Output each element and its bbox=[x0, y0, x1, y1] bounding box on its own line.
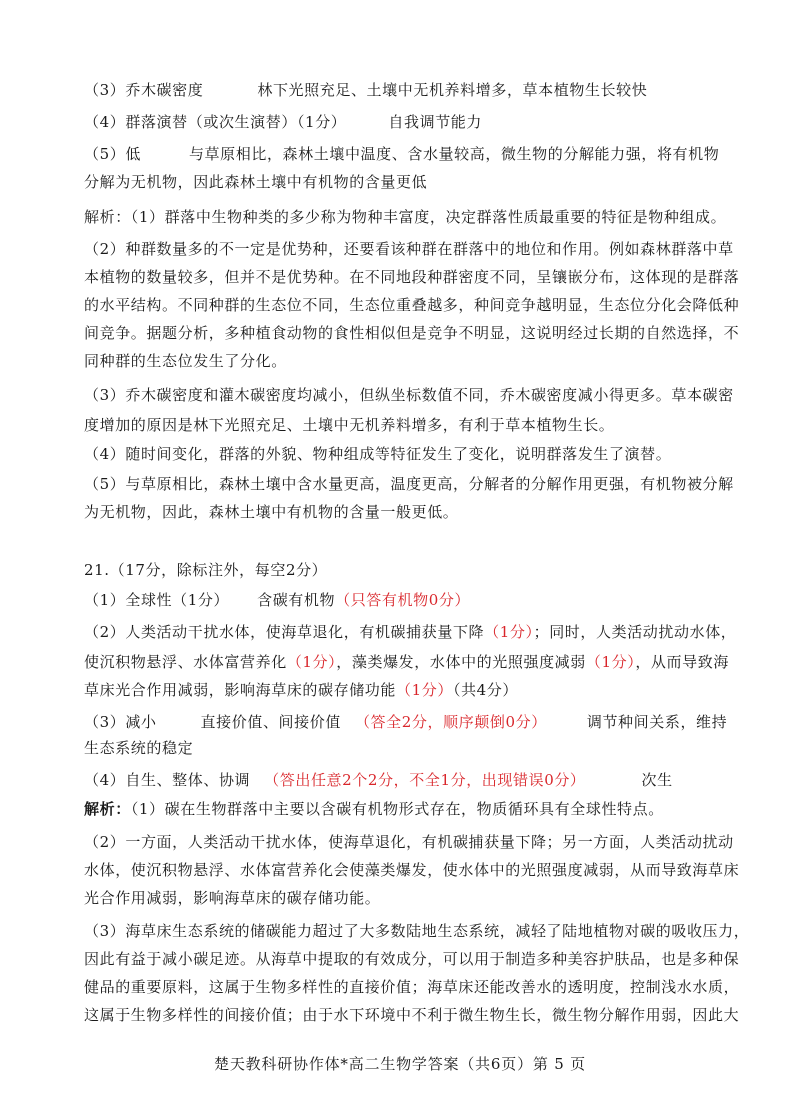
scoring-note: （1分） bbox=[396, 681, 453, 699]
text-line bbox=[84, 444, 724, 464]
text-line bbox=[84, 560, 724, 580]
text-line bbox=[84, 770, 724, 790]
text-segment: ，藻类爆发，水体中的光照强度减弱 bbox=[336, 653, 586, 671]
text-line bbox=[84, 323, 740, 343]
text-segment: 草床光合作用减弱，影响海草床的碳存储功能 bbox=[84, 681, 397, 699]
text-segment: 为无机物，因此，森林土壤中有机物的含量一般更低。 bbox=[84, 503, 459, 521]
text-segment: 光合作用减弱，影响海草床的碳存储功能。 bbox=[84, 889, 381, 907]
text-line bbox=[84, 832, 734, 852]
text-segment: 调节种间关系，维持 bbox=[586, 713, 728, 731]
text-segment: （3）乔木碳密度和灌木碳密度均减小，但纵坐标数值不同，乔木碳密度减小得更多。草本碳密 bbox=[84, 386, 734, 404]
text-segment: （5）低 bbox=[84, 145, 141, 163]
text-segment: 自我调节能力 bbox=[388, 113, 482, 131]
text-segment: 健品的重要原料，这属于生物多样性的直接价值；海草床还能改善水的透明度，控制浅水水质， bbox=[84, 978, 740, 996]
scoring-note: （1分） bbox=[484, 623, 534, 641]
text-line bbox=[84, 144, 724, 164]
text-line bbox=[84, 888, 724, 908]
text-line bbox=[84, 295, 740, 315]
text-segment: （4）随时间变化，群落的外貌、物种组成等特征发生了变化，说明群落发生了演替。 bbox=[84, 445, 672, 463]
text-segment: （4）自生、整体、协调 bbox=[84, 771, 251, 789]
text-line bbox=[84, 172, 724, 192]
text-segment: 直接价值、间接价值 bbox=[200, 713, 341, 731]
text-segment: （2）人类活动干扰水体，使海草退化，有机碳捕获量下降 bbox=[84, 623, 485, 641]
text-segment: 次生 bbox=[641, 771, 673, 789]
text-line bbox=[84, 474, 734, 494]
text-line bbox=[84, 502, 724, 522]
scoring-note: （答出任意2个2分，不全1分，出现错误0分） bbox=[264, 771, 586, 789]
text-segment: 林下光照充足、土壤中无机养料增多，草本植物生长较快 bbox=[257, 81, 648, 99]
text-segment: 使沉积物悬浮、水体富营养化 bbox=[84, 653, 287, 671]
text-line bbox=[84, 267, 740, 287]
text-line bbox=[84, 680, 724, 700]
text-segment: 同种群的生态位发生了分化。 bbox=[84, 352, 287, 370]
text-segment: 与草原相比，森林土壤中温度、含水量较高，微生物的分解能力强，将有机物 bbox=[188, 145, 720, 163]
text-segment: （1）碳在生物群落中主要以含碳有机物形式存在，物质循环具有全球性特点。 bbox=[130, 800, 664, 818]
text-segment: （共4分） bbox=[452, 681, 519, 699]
text-segment: 解析： bbox=[84, 800, 131, 818]
text-line bbox=[84, 1005, 740, 1025]
text-line bbox=[84, 351, 724, 371]
text-segment: （1）全球性（1分） bbox=[84, 591, 230, 609]
text-segment: （2）种群数量多的不一定是优势种，还要看该种群在群落中的地位和作用。例如森林群落中草 bbox=[84, 240, 734, 258]
text-segment: 含碳有机物 bbox=[257, 591, 336, 609]
text-line bbox=[84, 112, 724, 132]
page-footer: 楚天教科研协作体*高二生物学答案（共6页）第 5 页 bbox=[214, 1055, 586, 1073]
text-segment: ，从而导致海 bbox=[635, 653, 729, 671]
text-line bbox=[84, 712, 728, 732]
text-line bbox=[84, 385, 734, 405]
text-segment: 本植物的数量较多，但并不是优势种。在不同地段种群密度不同，呈镶嵌分布，这体现的是群落 bbox=[84, 268, 740, 286]
text-segment: 这属于生物多样性的间接价值；由于水下环境中不利于微生物生长，微生物分解作用弱，因此大 bbox=[84, 1006, 740, 1024]
text-segment: ；同时，人类活动扰动水体， bbox=[533, 623, 737, 641]
text-segment: 解析：（1）群落中生物种类的多少称为物种丰富度，决定群落性质最重要的特征是物种组成。 bbox=[84, 208, 727, 226]
text-segment: 的水平结构。不同种群的生态位不同，生态位重叠越多，种间竞争越明显，生态位分化会降低种 bbox=[84, 296, 740, 314]
text-line bbox=[84, 415, 724, 435]
text-segment: 21.（17分，除标注外，每空2分） bbox=[84, 561, 328, 579]
scoring-note: （1分） bbox=[286, 653, 337, 671]
scoring-note: （只答有机物0分） bbox=[335, 591, 471, 609]
text-line bbox=[84, 207, 727, 227]
text-segment: （3）减小 bbox=[84, 713, 157, 731]
text-line bbox=[84, 80, 724, 100]
text-segment: （3）海草床生态系统的储碳能力超过了大多数陆地生态系统，减轻了陆地植物对碳的吸收压力， bbox=[84, 922, 750, 940]
text-segment: （4）群落演替（或次生演替）（1分） bbox=[84, 113, 347, 131]
text-segment: （5）与草原相比，森林土壤中含水量更高，温度更高，分解者的分解作用更强，有机物被分解 bbox=[84, 475, 734, 493]
text-segment: 分解为无机物，因此森林土壤中有机物的含量更低 bbox=[84, 173, 428, 191]
text-line bbox=[84, 622, 737, 642]
text-segment: 间竞争。据题分析，多种植食动物的食性相似但是竞争不明显，这说明经过长期的自然选择，不 bbox=[84, 324, 740, 342]
text-line bbox=[84, 738, 724, 758]
text-line bbox=[84, 799, 724, 819]
text-line bbox=[84, 921, 750, 941]
scoring-note: （1分） bbox=[585, 653, 636, 671]
text-segment: （2）一方面，人类活动干扰水体，使海草退化，有机碳捕获量下降；另一方面，人类活动扰动 bbox=[84, 833, 734, 851]
text-line bbox=[84, 860, 740, 880]
text-line bbox=[84, 239, 734, 259]
text-segment: 因此有益于减小碳足迹。从海草中提取的有效成分，可以用于制造多种美容护肤品，也是多种保 bbox=[84, 950, 740, 968]
scoring-note: （答全2分，顺序颠倒0分） bbox=[354, 713, 547, 731]
text-segment: （3）乔木碳密度 bbox=[84, 81, 204, 99]
text-line bbox=[84, 977, 740, 997]
text-line bbox=[84, 949, 740, 969]
text-line bbox=[84, 652, 729, 672]
text-segment: 度增加的原因是林下光照充足、土壤中无机养料增多，有利于草本植物生长。 bbox=[84, 416, 615, 434]
text-line bbox=[84, 590, 724, 610]
text-segment: 生态系统的稳定 bbox=[84, 739, 194, 757]
text-segment: 水体，使沉积物悬浮、水体富营养化会使藻类爆发，使水体中的光照强度减弱，从而导致海草床 bbox=[84, 861, 740, 879]
